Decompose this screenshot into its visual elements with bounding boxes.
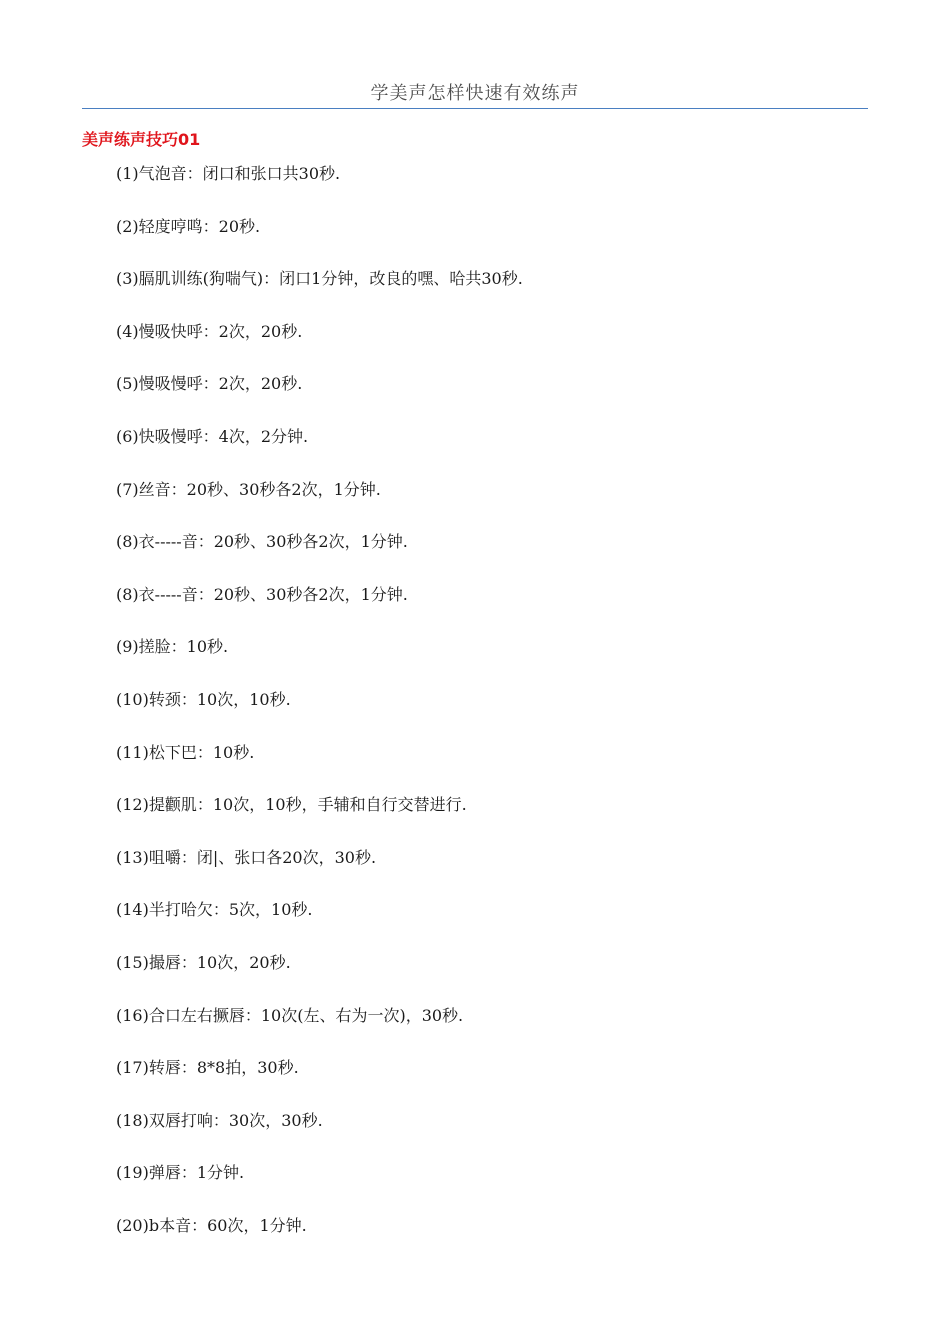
step-item-4: (4)慢吸快呼：2次，20秒. xyxy=(116,321,303,341)
step-item-11: (11)松下巴：10秒. xyxy=(116,742,255,762)
step-item-20: (20)b本音：60次，1分钟. xyxy=(116,1215,307,1235)
step-item-9: (9)搓脸：10秒. xyxy=(116,637,229,657)
step-item-7: (7)丝音：20秒、30秒各2次，1分钟. xyxy=(116,479,381,499)
step-item-14: (14)半打哈欠：5次，10秒. xyxy=(116,900,313,920)
step-item-12: (12)提颧肌：10次，10秒，手辅和自行交替进行. xyxy=(116,795,467,815)
step-item-2: (2)轻度哼鸣：20秒. xyxy=(116,216,261,236)
step-item-10: (10)转颈：10次，10秒. xyxy=(116,689,291,709)
step-item-19: (19)弹唇：1分钟. xyxy=(116,1163,245,1183)
step-item-16: (16)合口左右撅唇：10次(左、右为一次)，30秒. xyxy=(116,1005,464,1025)
step-item-8b: (8)衣-----音：20秒、30秒各2次，1分钟. xyxy=(116,584,408,604)
step-item-17: (17)转唇：8*8拍，30秒. xyxy=(116,1058,299,1078)
page-title: 学美声怎样快速有效练声 xyxy=(370,83,580,104)
step-item-18: (18)双唇打响：30次，30秒. xyxy=(116,1110,323,1130)
header-divider xyxy=(82,108,868,109)
page-header xyxy=(82,80,868,108)
step-item-8a: (8)衣-----音：20秒、30秒各2次，1分钟. xyxy=(116,532,408,552)
practice-step-list xyxy=(116,161,523,1265)
section-heading: 美声练声技巧01 xyxy=(82,130,201,149)
step-item-15: (15)撮唇：10次，20秒. xyxy=(116,952,291,972)
step-item-3: (3)膈肌训练(狗喘气)：闭口1分钟，改良的嘿、哈共30秒. xyxy=(116,269,523,289)
step-item-5: (5)慢吸慢呼：2次，20秒. xyxy=(116,374,303,394)
step-item-13: (13)咀嚼：闭|、张口各20次，30秒. xyxy=(116,847,377,867)
step-item-1: (1)气泡音：闭口和张口共30秒. xyxy=(116,164,341,183)
step-item-6: (6)快吸慢呼：4次，2分钟. xyxy=(116,426,309,446)
